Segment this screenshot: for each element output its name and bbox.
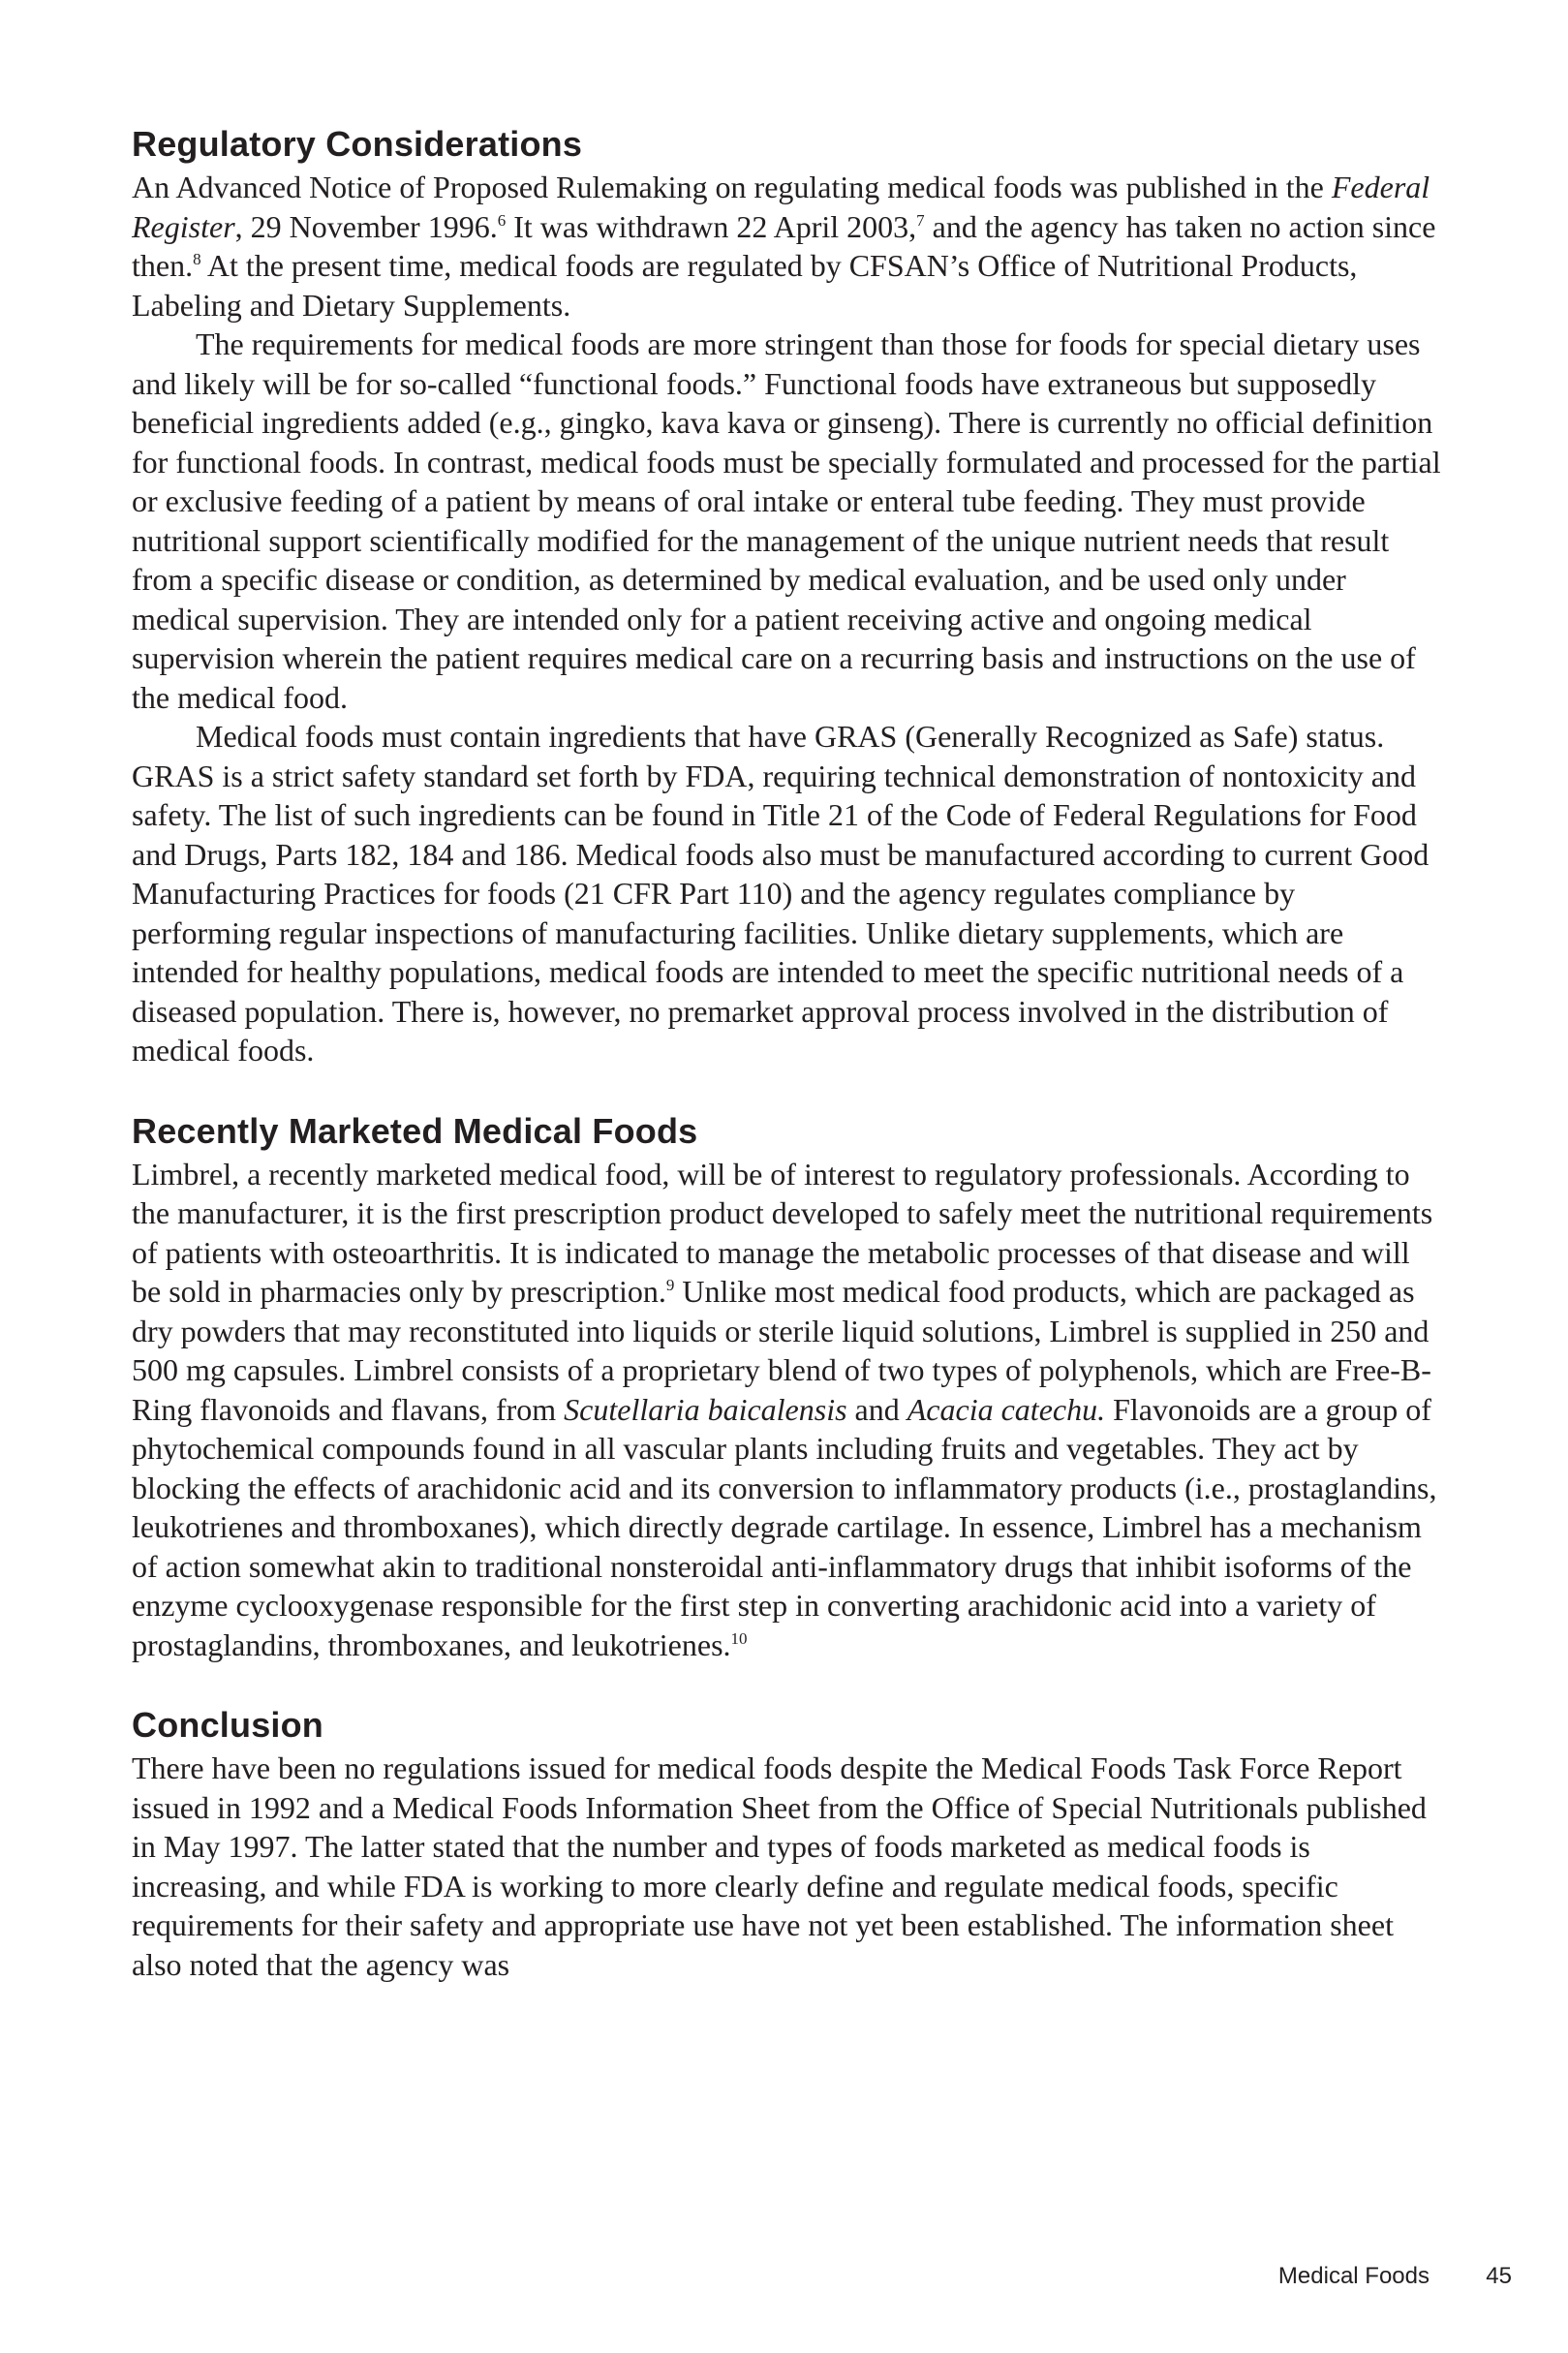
body-paragraph	[132, 1749, 1441, 1984]
section	[132, 1109, 1441, 1665]
section-heading: Conclusion	[132, 1705, 323, 1745]
text-run: Medical foods must contain ingredients that have GRAS (Generally Recognized as Safe) status. GRAS is a strict safety standard set forth by FDA, requiring technical demonstration of nontoxicity and safety. The list of such ingredients can be found in Title 21 of the Code of Federal Regulations for Food and Drugs, Parts 182, 184 and 186. Medical foods also must be manufactured according to current Good Manufacturing Practices for foods (21 CFR Part 110) and the agency regulates compliance by performing regular inspections of manufacturing facilities. Unlike dietary supplements, which are intended for healthy populations, medical foods are intended to meet the specific nutritional needs of a diseased population. There is, however, no premarket approval process involved in the distribution of medical foods.	[132, 719, 1430, 1068]
text-run: and the agency has taken no action since then.	[132, 208, 1436, 283]
text-run: It was withdrawn 22 April 2003,	[506, 208, 917, 244]
body-paragraph	[132, 1155, 1441, 1665]
section-heading: Regulatory Considerations	[132, 124, 583, 164]
footnote-reference: 6	[497, 210, 507, 230]
text-run: Flavonoids are a group of phytochemical compounds found in all vascular plants including fruits and vegetables. They act by blocking the effects of arachidonic acid and its conversion to inflammatory products (i.e., prostaglandins, leukotrienes and thromboxanes), which directly degrade cartilage. In essence, Limbrel has a mechanism of action somewhat akin to traditional nonsteroidal anti-inflammatory drugs that inhibit isoforms of the enzyme cyclooxygenase responsible for the first step in converting arachidonic acid into a variety of prostaglandins, thromboxanes, and leukotrienes.	[132, 1391, 1437, 1662]
running-footer-title: Medical Foods	[1277, 2263, 1430, 2289]
section-heading: Recently Marketed Medical Foods	[132, 1110, 698, 1151]
body-paragraph	[132, 168, 1441, 325]
text-run: and	[846, 1391, 907, 1427]
text-run: The requirements for medical foods are more stringent than those for foods for special dietary uses and likely will be for so-called “functional foods.” Functional foods have extraneous but supposedly beneficial ingredients added (e.g., gingko, kava kava or ginseng). There is currently no official definition for functional foods. In contrast, medical foods must be specially formulated and processed for the partial or exclusive feeding of a patient by means of oral intake or enteral tube feeding. They must provide nutritional support scientifically modified for the management of the unique nutrient needs that result from a specific disease or condition, as determined by medical evaluation, and be used only under medical supervision. They are intended only for a patient receiving active and ongoing medical supervision wherein the patient requires medical care on a recurring basis and instructions on the use of the medical food.	[132, 326, 1441, 715]
footnote-reference: 9	[665, 1276, 675, 1294]
footnote-reference: 10	[730, 1628, 748, 1648]
text-run: Unlike most medical food products, which are packaged as dry powders that may reconstituted into liquids or sterile liquid solutions, Limbrel is supplied in 250 and 500 mg capsules. Limbrel consists of a proprietary blend of two types of polyphenols, which are Free-B-Ring flavonoids and flavans, from	[132, 1274, 1431, 1427]
footnote-reference: 8	[193, 250, 201, 268]
text-run: At the present time, medical foods are regulated by CFSAN’s Office of Nutritional Products, Labeling and Dietary Supplements.	[132, 248, 1358, 323]
section	[132, 122, 1441, 1070]
page-footer	[0, 2261, 1568, 2300]
italic-text: Acacia catechu.	[907, 1391, 1106, 1427]
italic-text: Federal Register	[132, 170, 1430, 244]
text-run: Limbrel, a recently marketed medical food, will be of interest to regulatory professionals. According to the manufacturer, it is the first prescription product developed to safely meet the nutritional requirements of patients with osteoarthritis. It is indicated to manage the metabolic processes of that disease and will be sold in pharmacies only by prescription.	[132, 1156, 1433, 1309]
body-paragraph	[132, 717, 1441, 1070]
body-paragraph	[132, 325, 1441, 717]
footnote-reference: 7	[916, 210, 925, 230]
section	[132, 1703, 1441, 1984]
page-body	[132, 122, 1441, 2023]
italic-text: Scutellaria baicalensis	[564, 1391, 847, 1427]
page-number: 45	[1486, 2263, 1512, 2289]
text-run: There have been no regulations issued for medical foods despite the Medical Foods Task Force Report issued in 1992 and a Medical Foods Information Sheet from the Office of Special Nutritionals published in May 1997. The latter stated that the number and types of foods marketed as medical foods is increasing, and while FDA is working to more clearly define and regulate medical foods, specific requirements for their safety and appropriate use have not yet been established. The information sheet also noted that the agency was	[132, 1750, 1427, 1982]
text-run: An Advanced Notice of Proposed Rulemaking on regulating medical foods was published in the	[132, 170, 1332, 204]
text-run: , 29 November 1996.	[234, 208, 498, 244]
